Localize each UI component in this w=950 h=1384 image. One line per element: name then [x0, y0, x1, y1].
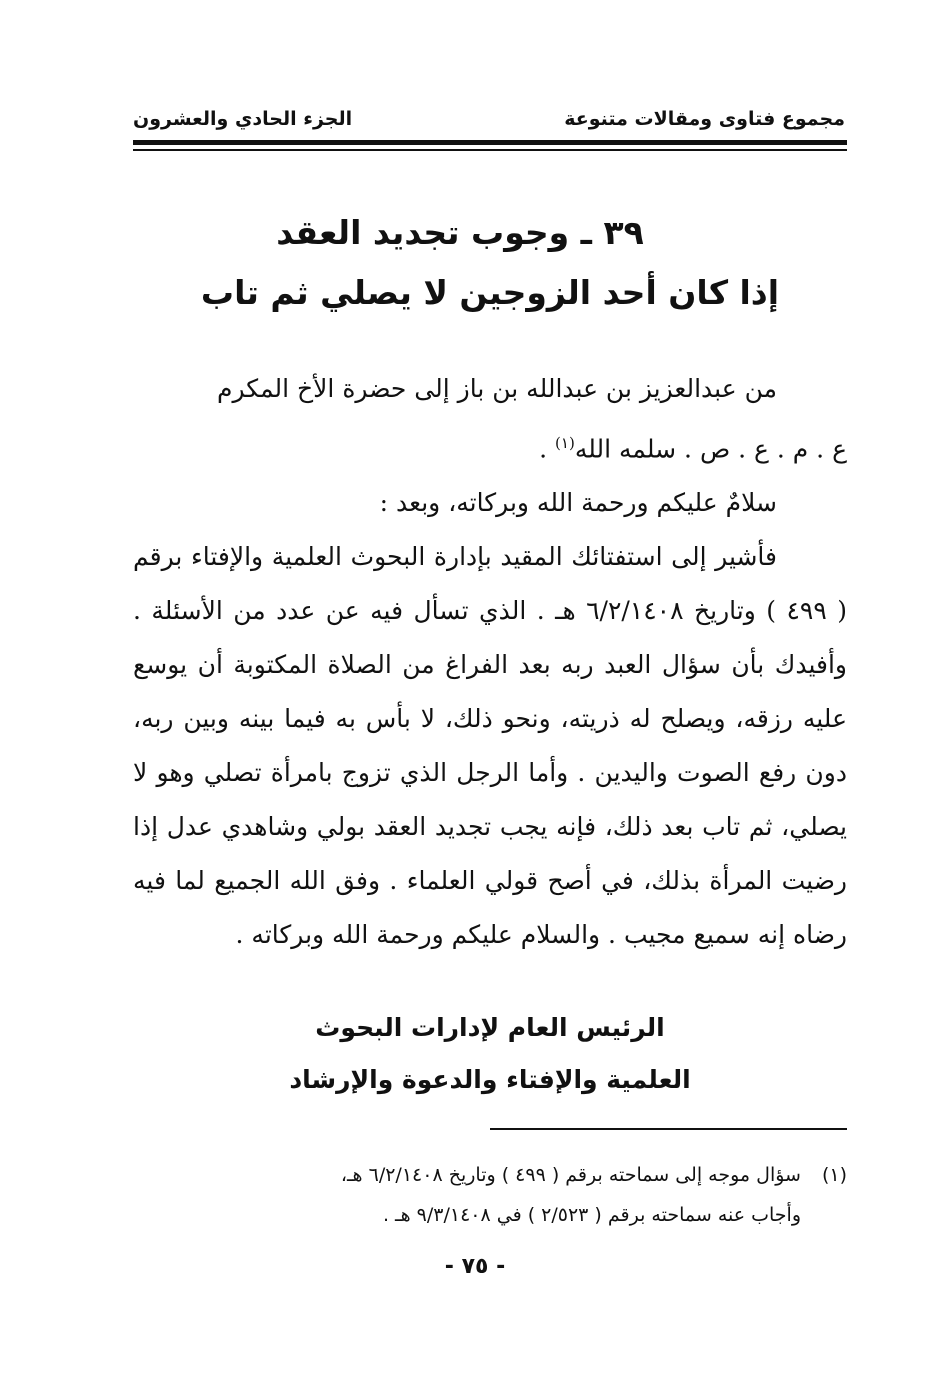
signature-line-1: الرئيس العام لإدارات البحوث: [315, 1013, 665, 1042]
body-paragraph-1: [133, 362, 847, 416]
signature-block: [133, 1002, 847, 1106]
recipient-line: ع . م . ع . ص . سلمه الله: [574, 434, 847, 464]
body-paragraph-3: فأشير إلى استفتائك المقيد بإدارة البحوث العلمية والإفتاء برقم ( ٤٩٩ ) وتاريخ ٦/٢/١٤٠٨ هـ . الذي تسأل فيه عن عدد من الأسئلة . وأفيدك بأن سؤال العبد ربه بعد الفراغ من الصلاة المكتوبة أن يوسع عليه رزقه، ويصلح له ذريته، ونحو ذلك، لا بأس به فيما بينه وبين ربه، دون رفع الصوت واليدين . وأما الرجل الذي تزوج بامرأة تصلي وهو لا يصلي، ثم تاب بعد ذلك، فإنه يجب تجديد العقد بولي وشاهدي عدل إذا رضيت المرأة بذلك، في أصح قولي العلماء . وفق الله الجميع لما فيه رضاه إنه سميع مجيب . والسلام عليكم ورحمة الله وبركاته .: [133, 542, 847, 950]
sender-line: من عبدالعزيز بن عبدالله بن باز إلى حضرة الأخ المكرم: [216, 374, 777, 403]
footnote-marker: (١): [821, 1164, 847, 1186]
article-title-line1: ٣٩ ـ وجوب تجديد العقد: [276, 213, 644, 252]
footnote-line-2: وأجاب عنه سماحته برقم ( ٢/٥٢٣ ) في ٩/٣/١٤٠٨ هـ .: [382, 1204, 801, 1226]
book-title: مجموع فتاوى ومقالات متنوعة: [564, 108, 845, 130]
article-body: [133, 362, 847, 962]
footnote-line-1: سؤال موجه إلى سماحته برقم ( ٤٩٩ ) وتاريخ ٦/٢/١٤٠٨ هـ،: [340, 1164, 801, 1186]
signature-line-2: العلمية والإفتاء والدعوة والإرشاد: [289, 1065, 691, 1094]
body-paragraph-2: سلامٌ عليكم ورحمة الله وبركاته، وبعد :: [379, 488, 777, 518]
page-number: - ٧٥ -: [444, 1254, 506, 1279]
body-paragraph-1-line2: [133, 416, 847, 476]
footnote: [133, 1155, 847, 1235]
header-rule-thin: [133, 149, 847, 151]
recipient-line-end: .: [539, 434, 548, 464]
running-header: [133, 108, 845, 140]
footnote-reference[interactable]: (١): [555, 434, 575, 452]
article-title: [133, 208, 847, 318]
article-title-line2: إذا كان أحد الزوجين لا يصلي ثم تاب: [200, 273, 780, 312]
header-rule-thick: [133, 140, 847, 145]
volume-label: الجزء الحادي والعشرون: [133, 108, 353, 130]
footnote-separator: [490, 1128, 847, 1130]
